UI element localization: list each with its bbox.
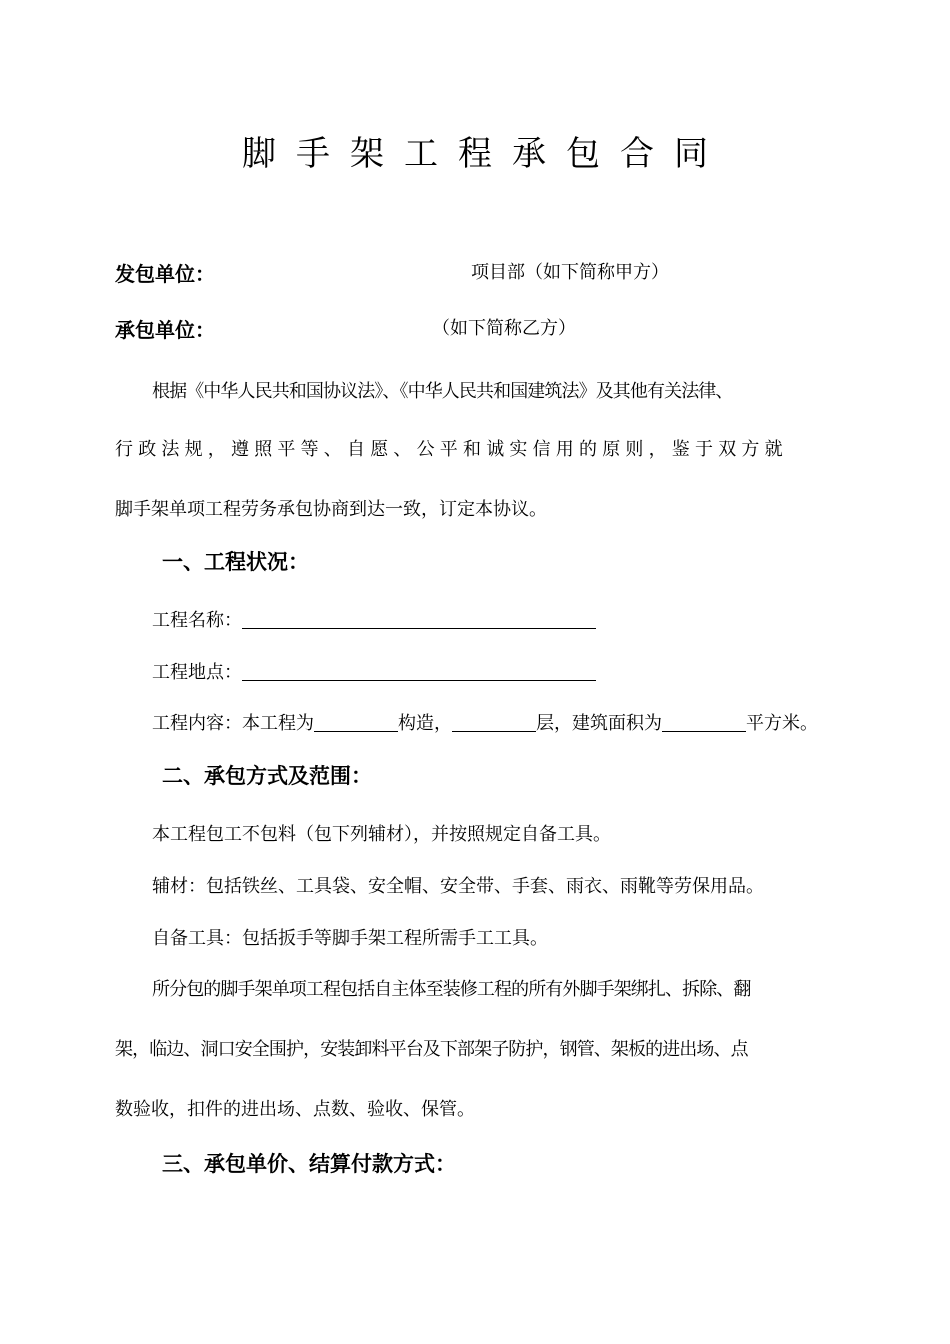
area-blank — [662, 711, 746, 732]
scope-detail-line-3: 数验收，扣件的进出场、点数、验收、保管。 — [115, 1099, 475, 1120]
content-mid-2: 层，建筑面积为 — [536, 713, 662, 734]
project-name-row — [152, 606, 596, 632]
project-location-blank — [242, 660, 596, 681]
project-location-row — [152, 658, 596, 684]
project-location-label: 工程地点： — [152, 662, 242, 683]
floors-blank — [452, 711, 536, 732]
project-content-row — [152, 709, 818, 735]
scope-detail-line-1: 所分包的脚手架单项工程包括自主体至装修工程的所有外脚手架绑扎、拆除、翻 — [152, 979, 751, 1000]
scope-paragraph-1: 本工程包工不包料（包下列辅材），并按照规定自备工具。 — [152, 824, 611, 845]
content-mid-1: 构造， — [398, 713, 452, 734]
project-name-blank — [242, 608, 596, 629]
structure-blank — [314, 711, 398, 732]
scope-paragraph-2: 辅材：包括铁丝、工具袋、安全帽、安全带、手套、雨衣、雨靴等劳保用品。 — [152, 876, 764, 897]
section-3-heading: 三、承包单价、结算付款方式： — [162, 1152, 456, 1176]
document-title: 脚手架工程承包合同 — [242, 134, 728, 174]
contractor-note: （如下简称乙方） — [432, 318, 576, 339]
intro-line-3: 脚手架单项工程劳务承包协商到达一致，订定本协议。 — [115, 499, 547, 520]
scope-paragraph-3: 自备工具：包括扳手等脚手架工程所需手工工具。 — [152, 928, 548, 949]
intro-line-2: 行政法规，遵照平等、自愿、公平和诚实信用的原则，鉴于双方就 — [115, 439, 788, 460]
section-1-heading: 一、工程状况： — [162, 550, 309, 574]
employer-note: 项目部（如下简称甲方） — [471, 262, 669, 283]
employer-label: 发包单位： — [115, 262, 215, 286]
contractor-label: 承包单位： — [115, 318, 215, 342]
scope-detail-line-2: 架，临边、洞口安全围护，安装卸料平台及下部架子防护，钢管、架板的进出场、点 — [115, 1039, 748, 1060]
project-name-label: 工程名称： — [152, 610, 242, 631]
intro-line-1: 根据《中华人民共和国协议法》、《中华人民共和国建筑法》及其他有关法律、 — [152, 381, 733, 402]
section-2-heading: 二、承包方式及范围： — [162, 764, 372, 788]
content-suffix: 平方米。 — [746, 713, 818, 734]
content-prefix: 工程内容：本工程为 — [152, 713, 314, 734]
